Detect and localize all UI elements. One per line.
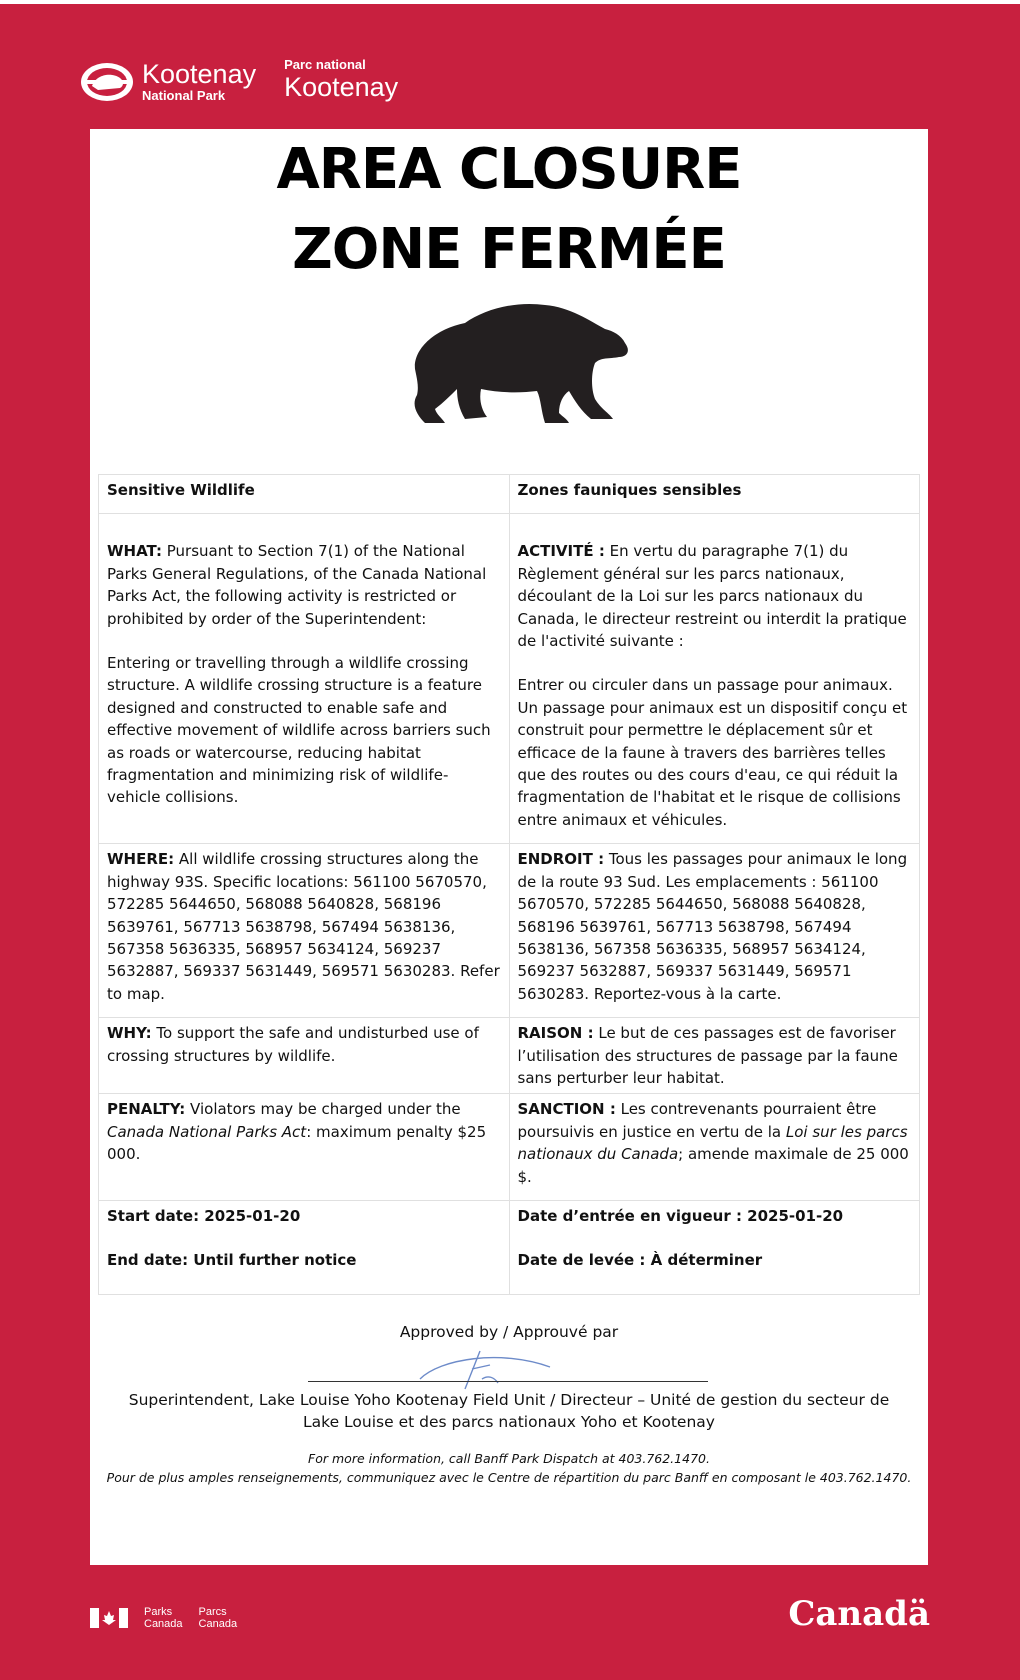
why-label: WHY: [107, 1024, 152, 1043]
park-name-fr: Kootenay [284, 72, 399, 102]
sanction-text: Les contrevenants pourraient être poursuivis en justice en vertu de la [517, 1100, 877, 1141]
cell-fr [509, 514, 920, 844]
cell-en [99, 475, 510, 514]
red-frame [0, 4, 1020, 1680]
cell-en [99, 514, 510, 844]
loi-name: Loi sur les parcs nationaux du Canada [517, 1122, 908, 1164]
cell-fr [509, 1018, 920, 1094]
cell-en [99, 1200, 510, 1294]
canada-wordmark: Canadä [788, 1594, 930, 1634]
approver-title-cont: Lake Louise et des parcs nationaux Yoho et Kootenay [303, 1413, 715, 1431]
cell-fr [509, 1200, 920, 1294]
notice-panel [90, 129, 928, 1565]
endroit-text: Tous les passages pour animaux le long de la route 93 Sud. Les emplacements : 561100 5670570, 572285 5644650, 568088 5640828, 568196 5639761, 567713 5638798, 567494 5638136, 567358 5636335, 568957 5634124, 569237 5632887, 569337 5631449, 569571 5630283. Reportez-vous à la carte. [517, 850, 908, 1003]
title-fr: ZONE FERMÉE [292, 217, 726, 282]
what-description: Entering or travelling through a wildlife crossing structure. A wildlife crossing structure is a feature designed and constructed to enable safe and effective movement of wildlife across barriers such as roads or watercourse, reducing habitat fragmentation and minimizing risk of wildlife-vehicle collisions. [107, 654, 491, 807]
table-row [99, 1200, 920, 1294]
cell-en [99, 1018, 510, 1094]
penalty-amount: : maximum penalty $25 000. [107, 1122, 487, 1164]
park-name-en: Kootenay [142, 59, 257, 89]
park-logo [80, 57, 399, 104]
parks-canada-en [144, 1606, 183, 1630]
act-name: Canada National Parks Act [107, 1122, 307, 1141]
bear-icon [395, 299, 635, 429]
activite-label: ACTIVITÉ : [517, 542, 605, 561]
where-label: WHERE: [107, 850, 175, 869]
table-row [99, 514, 920, 844]
cell-fr [509, 1094, 920, 1201]
activite-text: En vertu du paragraphe 7(1) du Règlement général sur les parcs nationaux, découlant de la Loi sur les parcs nationaux du Canada, le directeur restreint ou interdit la pratique de l'activité suivante : [517, 542, 907, 651]
table-row [99, 475, 920, 514]
raison-text: Le but de ces passages est de favoriser l’utilisation des structures de passage par la faune sans perturber leur habitat. [517, 1024, 898, 1087]
endroit-label: ENDROIT : [517, 850, 605, 869]
cell-en [99, 844, 510, 1018]
row-heading: Sensitive Wildlife [107, 481, 255, 499]
signature-line [308, 1381, 708, 1382]
parks-label: Parks [144, 1606, 173, 1618]
row-heading: Zones fauniques sensibles [517, 481, 742, 499]
beaver-icon [80, 62, 134, 102]
park-type-fr: Parc national [284, 57, 366, 72]
canada-label: Canada [144, 1618, 183, 1630]
info-fr: Pour de plus amples renseignements, communiquez avec le Centre de répartition du parc Banff en composant le 403.762.1470. [106, 1470, 912, 1485]
raison-label: RAISON : [517, 1024, 594, 1043]
cell-en [99, 1094, 510, 1201]
cell-fr [509, 844, 920, 1018]
end-date: End date: Until further notice [107, 1251, 357, 1270]
cell-fr [509, 475, 920, 514]
parcs-canada-fr [199, 1606, 238, 1630]
sanction-label: SANCTION : [517, 1100, 616, 1119]
what-text: Pursuant to Section 7(1) of the National Parks General Regulations, of the Canada National Parks Act, the following activity is restricted or prohibited by order of the Superintendent: [107, 542, 487, 628]
sanction-amount: ; amende maximale de 25 000 $. [517, 1145, 909, 1186]
approver-title: Superintendent, Lake Louise Yoho Kootenay Field Unit / Directeur – Unité de gestion du secteur de [128, 1391, 890, 1409]
penalty-label: PENALTY: [107, 1100, 186, 1119]
activite-description: Entrer ou circuler dans un passage pour animaux. Un passage pour animaux est un dispositif conçu et construit pour permettre le déplacement sûr et efficace de la faune à travers des barrières telles que des routes ou des cours d'eau, ce qui réduit la fragmentation de l'habitat et le risque de collisions entre animaux et véhicules. [517, 676, 908, 829]
date-entree: Date d’entrée en vigueur : 2025-01-20 [517, 1206, 844, 1225]
start-date: Start date: 2025-01-20 [107, 1206, 301, 1225]
table-row [99, 1094, 920, 1201]
date-levee: Date de levée : À déterminer [517, 1251, 763, 1270]
signature-icon [410, 1339, 560, 1399]
table-row [99, 844, 920, 1018]
canada-label-fr: Canada [198, 1618, 238, 1630]
what-label: WHAT: [107, 542, 162, 561]
where-text: All wildlife crossing structures along the highway 93S. Specific locations: 561100 5670570, 572285 5644650, 568088 5640828, 568196 5639761, 567713 5638798, 567494 5638136, 567358 5636335, 568957 5634124, 569237 5632887, 569337 5631449, 569571 5630283. Refer to map. [107, 850, 500, 1003]
title-en: AREA CLOSURE [276, 137, 742, 202]
penalty-text: Violators may be charged under the [185, 1100, 461, 1119]
info-table [98, 474, 920, 1295]
why-text: To support the safe and undisturbed use of crossing structures by wildlife. [107, 1024, 479, 1065]
parks-canada-logo [90, 1606, 253, 1630]
park-type-en: National Park [142, 88, 226, 103]
approved-by: Approved by / Approuvé par [399, 1323, 619, 1341]
canada-flag-icon [90, 1608, 128, 1628]
parcs-label: Parcs [198, 1606, 227, 1618]
info-en: For more information, call Banff Park Dispatch at 403.762.1470. [308, 1451, 710, 1466]
table-row [99, 1018, 920, 1094]
